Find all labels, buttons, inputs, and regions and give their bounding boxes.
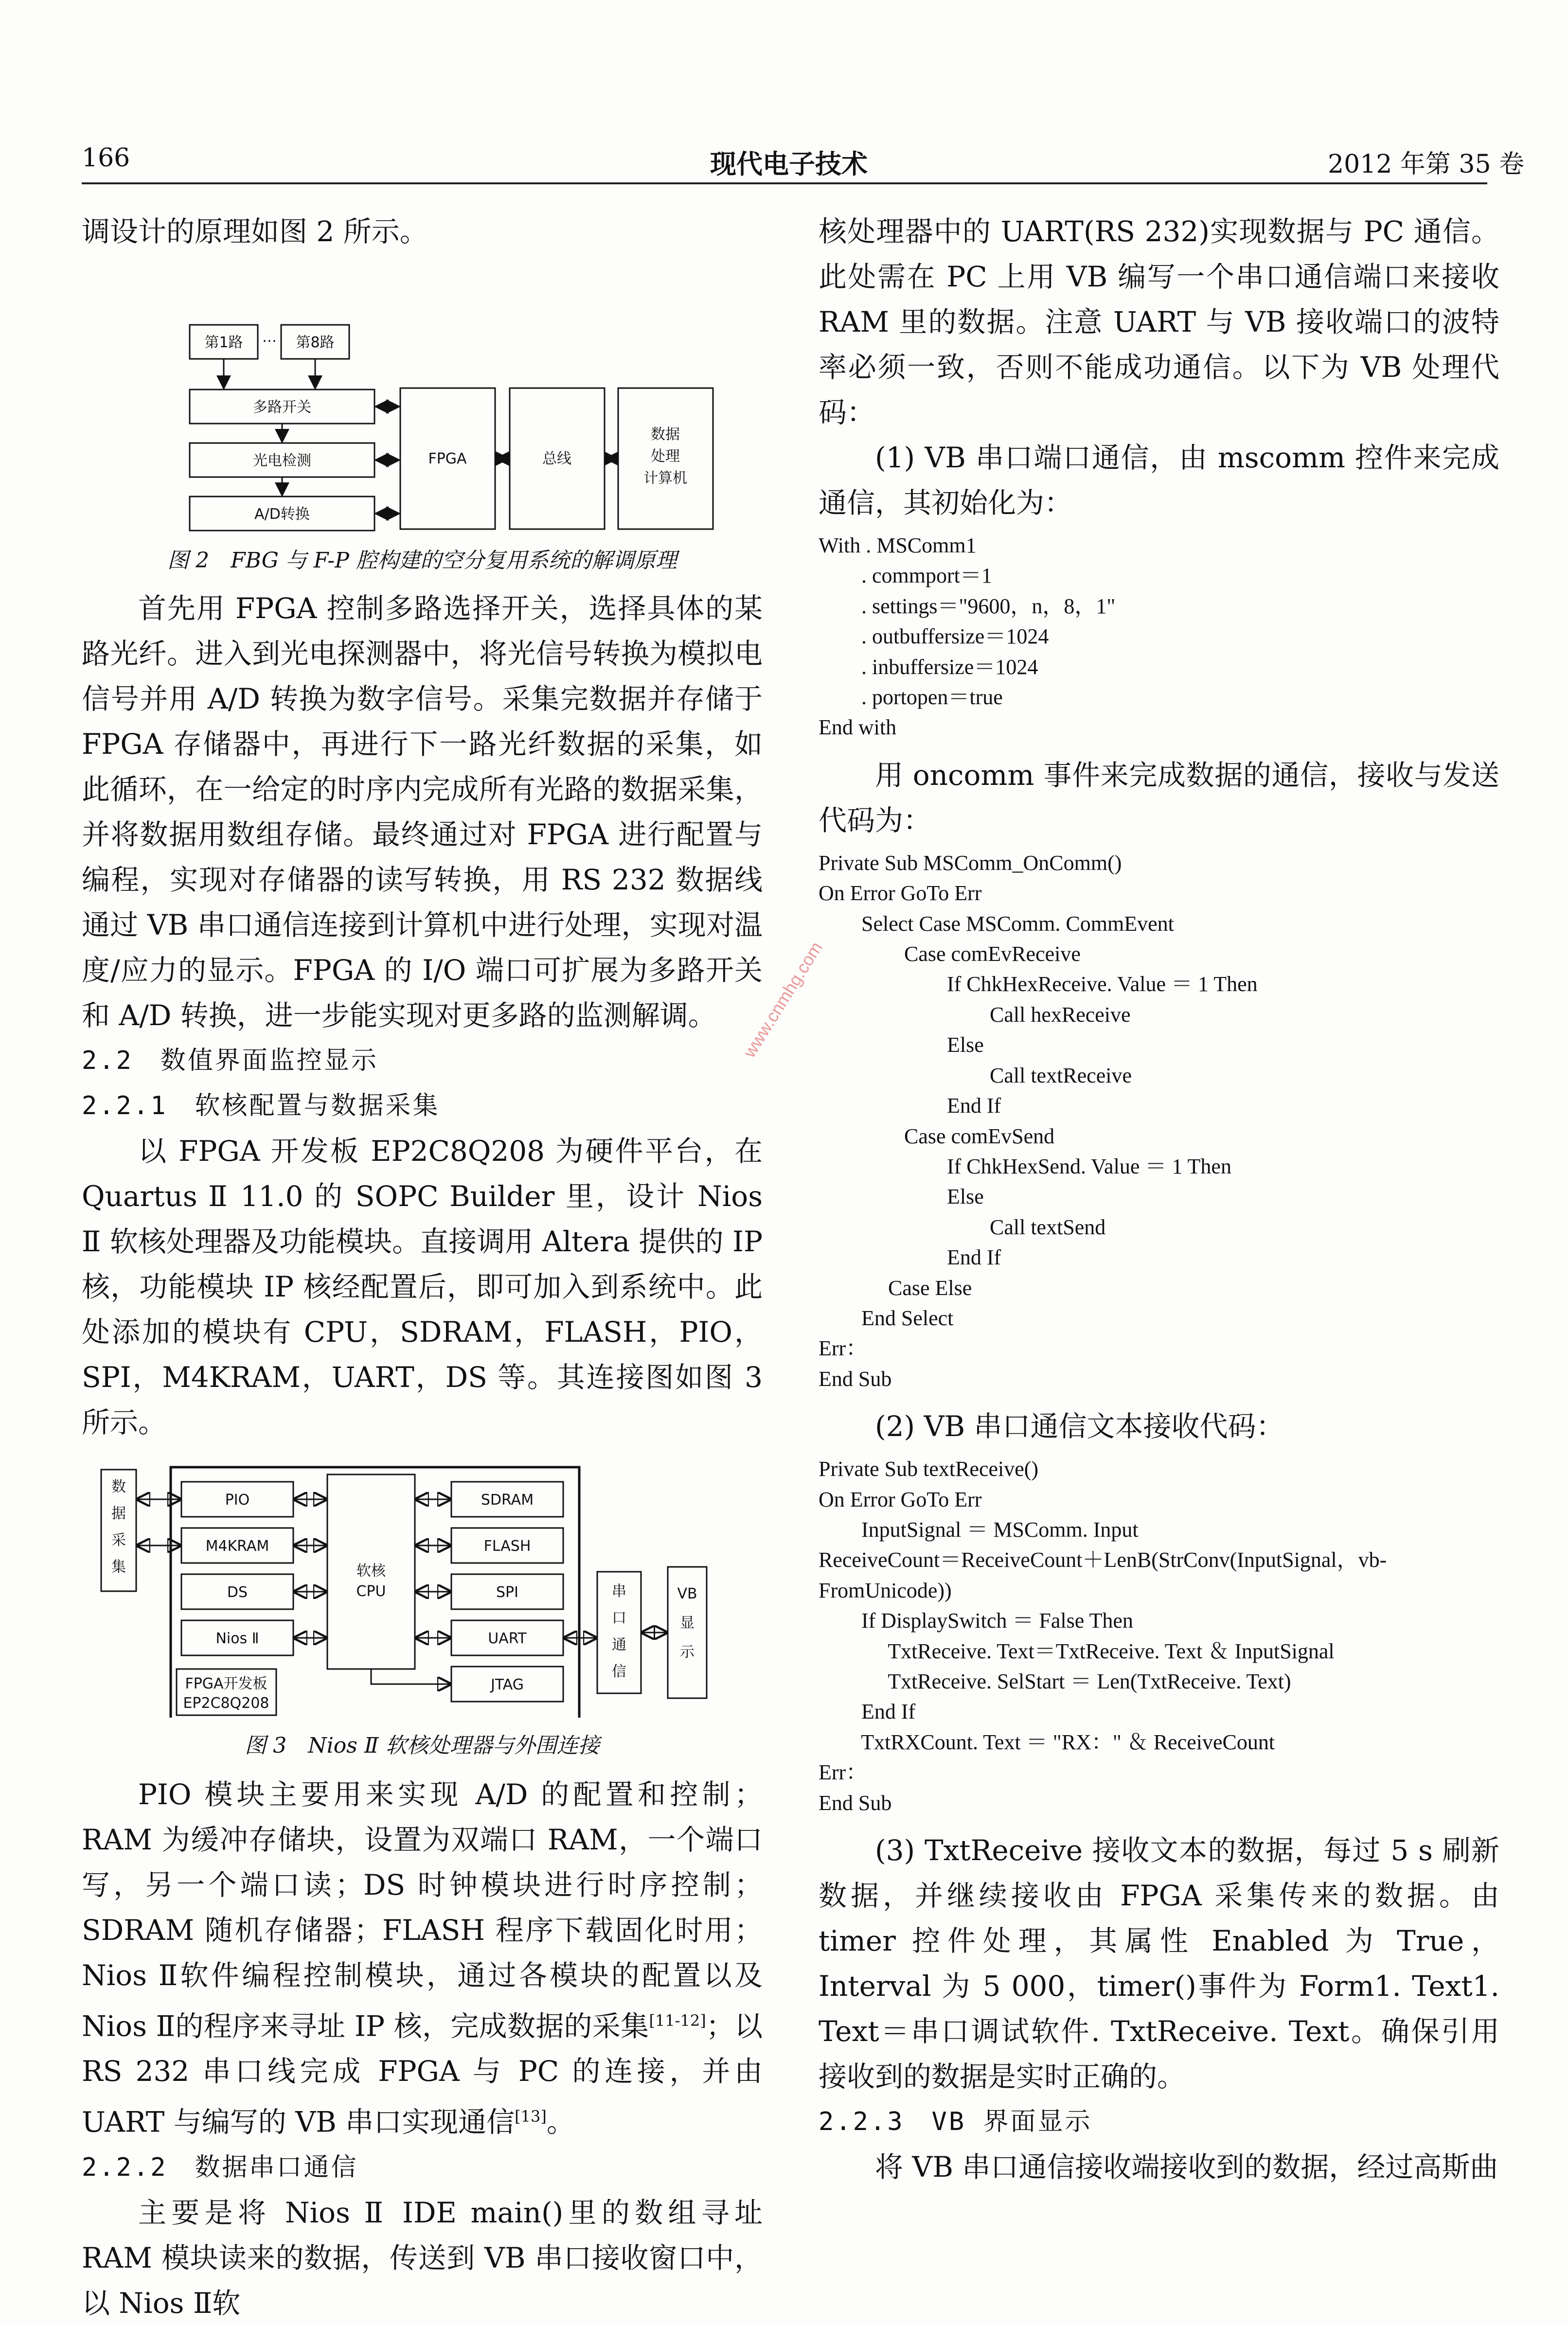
section-2-2-3: 2.2.3 VB 界面显示 [819, 2107, 1092, 2137]
serial-char-1: 串 [612, 1583, 626, 1600]
citation-11-12: [11-12] [649, 2011, 706, 2030]
cpu-label-1: 软核 [356, 1563, 386, 1580]
page-number: 166 [82, 143, 130, 173]
acq-char-3: 采 [111, 1532, 126, 1549]
channel-8-label: 第8路 [296, 334, 335, 351]
paragraph-fpga-control: 首先用 FPGA 控制多路选择开关，选择具体的某路光纤。进入到光电探测器中，将光信号转换为模拟电信号并用 A/D 转换为数字信号。采集完数据并存储于 FPGA 存储器中，再进行下一路光纤数据的采集，如此循环，在一给定的时序内完成所有光路的数据采集，并将数据用数组存储。最终通过对 FPGA 进行配置与编程，实现对存储器的读写转换，用 RS 232 数据线通过 VB 串口通信连接到计算机中进行处理，实现对温度/应力的显示。FPGA 的 I/O 端口可扩展为多路开关和 A/D 转换，进一步能实现对更多路的监测解调。 [82, 592, 763, 1032]
spi-label: SPI [496, 1584, 518, 1601]
bus-label: 总线 [542, 450, 571, 467]
journal-title: 现代电子技术 [710, 149, 868, 179]
flash-label: FLASH [483, 1538, 531, 1555]
paragraph-serial-comm: 主要是将 Nios Ⅱ IDE main()里的数组寻址 RAM 模块读来的数据，传送到 VB 串口接收窗口中，以 Nios Ⅱ软 [82, 2196, 763, 2320]
serial-char-4: 信 [612, 1663, 626, 1680]
ds-label: DS [227, 1584, 248, 1601]
paragraph-text-receive: (2) VB 串口通信文本接收代码： [875, 1410, 1284, 1443]
pio-text-b: ；以 RS 232 串口线完成 FPGA 与 PC 的连接，并由 UART 与编写的 VB 串口实现通信 [82, 2009, 763, 2139]
nios-label: Nios Ⅱ [215, 1630, 259, 1647]
acq-char-2: 据 [111, 1505, 126, 1522]
jtag-label: JTAG [490, 1676, 524, 1693]
paragraph-uart: 核处理器中的 UART(RS 232)实现数据与 PC 通信。此处需在 PC 上用 VB 编写一个串口通信端口来接收 RAM 里的数据。注意 UART 与 VB 接收端口的波特率必须一致，否则不能成功通信。以下为 VB 处理代码： [819, 215, 1499, 429]
ad-label: A/D转换 [254, 506, 310, 523]
paragraph-oncomm: 用 oncomm 事件来完成数据的通信，接收与发送代码为： [819, 758, 1499, 837]
paragraph-mscomm-init: (1) VB 串口端口通信，由 mscomm 控件来完成通信，其初始化为： [819, 441, 1499, 519]
vb-char-3: 示 [680, 1644, 695, 1661]
watermark: www.cnmhg.com [739, 938, 826, 1061]
section-2-2-1: 2.2.1 软核配置与数据采集 [82, 1091, 440, 1120]
section-2-2-2: 2.2.2 数据串口通信 [82, 2152, 358, 2182]
code-oncomm: Private Sub MSComm_OnComm() On Error GoTo Err Select Case MSComm. CommEvent Case comEvReceive If ChkHexReceive. Value ＝ 1 Then Call hexReceive Else Call textReceive End If Case comEvSend If ChkHexSend. Value ＝ 1 Then Else Call textSend End If Case Else End Select Err： End Sub [819, 851, 1258, 1391]
ellipsis-label: … [262, 329, 277, 346]
code-init: With . MSComm1 . commport＝1 . settings＝"9600，n，8，1" . outbuffersize＝1024 . inbuffersize＝1024 . portopen＝true End with [819, 533, 1116, 740]
cpu-label-2: CPU [356, 1583, 386, 1600]
acq-char-4: 集 [111, 1559, 126, 1576]
intro-line: 调设计的原理如图 2 所示。 [82, 215, 428, 248]
pio-text-a: PIO 模块主要用来实现 A/D 的配置和控制；RAM 为缓冲存储块，设置为双端口 RAM，一个端口写，另一个端口读；DS 时钟模块进行时序控制；SDRAM 随机存储器；FLASH 程序下载固化时用；Nios Ⅱ软件编程控制模块，通过各模块的配置以及 Nios Ⅱ的程序来寻址 IP 核，完成数据的采集 [82, 1778, 763, 2043]
code-text-receive: Private Sub textReceive() On Error GoTo Err InputSignal ＝ MSComm. Input ReceiveCount＝ReceiveCount＋LenB(StrConv(InputSignal，vb- FromUnicode)) If DisplaySwitch ＝ False Then TxtReceive. Text＝TxtReceive. Text ＆ InputSignal TxtReceive. SelStart ＝ Len(TxtReceive. Text) End If TxtRXCount. Text ＝ "RX：" ＆ ReceiveCount Err： End Sub [819, 1457, 1387, 1815]
figure-3-caption: 图 3 Nios Ⅱ 软核处理器与外围连接 [245, 1733, 600, 1758]
pc-label-2: 处理 [651, 448, 680, 465]
serial-char-2: 口 [612, 1610, 626, 1627]
figure-2-diagram [82, 259, 763, 532]
section-2-2: 2.2 数值界面监控显示 [82, 1046, 378, 1075]
figure-2-caption: 图 2 FBG 与 F-P 腔构建的空分复用系统的解调原理 [167, 548, 677, 573]
sdram-label: SDRAM [481, 1491, 534, 1509]
vb-char-2: 显 [680, 1615, 695, 1632]
paragraph-timer: (3) TxtReceive 接收文本的数据，每过 5 s 刷新数据，并继续接收由 FPGA 采集传来的数据。由 timer 控件处理，其属性 Enabled 为 True，Interval 为 5 000，timer()事件为 Form1. Text1. Text＝串口调试软件. TxtReceive. Text。确保引用接收到的数据是实时正确的。 [819, 1834, 1499, 2094]
left-column [82, 209, 763, 2326]
right-column [819, 209, 1499, 2190]
paragraph-pio-module [82, 1772, 763, 2145]
figure-3-diagram [82, 1455, 763, 1718]
board-label-1: FPGA开发板 [185, 1675, 267, 1692]
serial-char-3: 通 [612, 1636, 626, 1653]
paragraph-softcore: 以 FPGA 开发板 EP2C8Q208 为硬件平台，在 Quartus Ⅱ 11.0 的 SOPC Builder 里，设计 Nios Ⅱ 软核处理器及功能模块。直接调用 Altera 提供的 IP 核，功能模块 IP 核经配置后，即可加入到系统中。此处添加的模块有 CPU，SDRAM，FLASH，PIO，SPI，M4KRAM，UART，DS 等。其连接图如图 3 所示。 [82, 1135, 763, 1439]
acq-char-1: 数 [111, 1478, 126, 1495]
m4kram-label: M4KRAM [205, 1538, 269, 1555]
board-label-2: EP2C8Q208 [183, 1695, 269, 1712]
citation-13: [13] [515, 2107, 547, 2126]
pio-text-c: 。 [546, 2105, 575, 2139]
vb-label: VB [677, 1585, 697, 1602]
issue-label: 2012 年第 35 卷 [1328, 150, 1525, 179]
pc-label-3: 计算机 [643, 470, 687, 487]
fpga-label: FPGA [428, 450, 467, 467]
mux-label: 多路开关 [253, 399, 311, 416]
header-rule [82, 182, 1487, 184]
pc-label-1: 数据 [651, 426, 680, 443]
paragraph-vb-display: 将 VB 串口通信接收端接收到的数据，经过高斯曲 [875, 2150, 1498, 2184]
channel-1-label: 第1路 [204, 334, 243, 351]
pio-label: PIO [225, 1491, 250, 1509]
uart-label: UART [488, 1630, 527, 1647]
photodetector-label: 光电检测 [253, 452, 311, 469]
